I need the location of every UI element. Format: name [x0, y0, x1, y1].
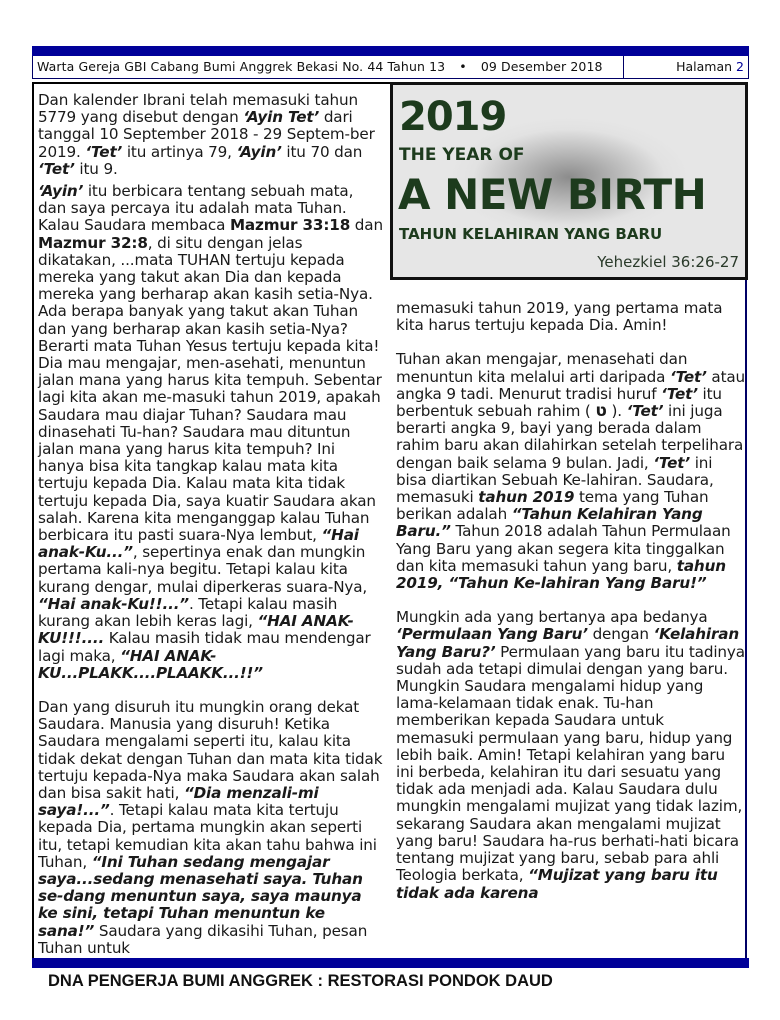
hebrew-tet-glyph: ט	[595, 401, 607, 422]
header-page	[624, 56, 748, 78]
bottom-bar	[32, 958, 749, 968]
scripture-ref: Mazmur 32:8	[38, 233, 148, 252]
publication-name: Warta Gereja GBI Cabang Bumi Anggrek Bekasi No. 44 Tahun 13	[37, 59, 446, 74]
scripture-ref: Mazmur 33:18	[229, 216, 351, 235]
top-bar	[32, 46, 749, 56]
paragraph: Dan yang disuruh itu mungkin orang dekat Saudara. Manusia yang disuruh! Ketika Saudara mengalami seperti itu, kalau kita tidak dekat dengan Tuhan dan mata kita tidak tertuju kepada-Nya maka Saudara akan salah dan bisa sakit hati, “Dia menzali-mi saya!...”. Tetapi kalau mata kita tertuju kepada Dia, pertama mungkin akan seperti itu, tetapi kemudian kita akan tahu bahwa ini Tuhan, “Ini Tuhan sedang mengajar saya...sedang menasehati saya. Tuhan se-dang menuntun saya, saya maunya ke sini, tetapi Tuhan menuntun ke sana!” Saudara yang dikasihi Tuhan, pesan Tuhan untuk	[38, 697, 383, 957]
right-column	[396, 300, 746, 902]
page-header	[32, 56, 749, 79]
page-number: 2	[736, 59, 744, 74]
banner-subtitle: TAHUN KELAHIRAN YANG BARU	[399, 225, 663, 243]
issue-date: 09 Desember 2018	[480, 59, 603, 74]
banner-year: 2019	[399, 94, 507, 140]
page-footer: DNA PENGERJA BUMI ANGGREK : RESTORASI PONDOK DAUD	[48, 972, 553, 990]
page-label: Halaman	[676, 59, 733, 74]
banner-line2: A NEW BIRTH	[398, 170, 707, 219]
banner-line1: THE YEAR OF	[399, 145, 525, 165]
theme-banner	[390, 82, 748, 280]
banner-reference: Yehezkiel 36:26-27	[597, 253, 739, 271]
bullet-separator: •	[459, 59, 467, 74]
paragraph: ‘Ayin’ itu berbicara tentang sebuah mata, dan saya percaya itu adalah mata Tuhan. Kalau Saudara membaca Mazmur 33:18 dan Mazmur 32:8, di situ dengan jelas dikatakan, ...mata TUHAN tertuju kepada mereka yang takut akan Dia dan kepada mereka yang berharap akan kasih setia-Nya. Ada berapa banyak yang takut akan Tuhan dan yang berharap akan kasih setia-Nya? Berarti mata Tuhan Yesus tertuju kepada kita! Dia mau mengajar, men-asehati, menuntun jalan mana yang harus kita tempuh. Sebentar lagi kita akan me-masuki tahun 2019, apakah Saudara mau diajar Tuhan? Saudara mau dinasehati Tu-han? Saudara mau dituntun jalan mana yang harus kita tempuh? Ini hanya bisa kita tangkap kalau mata kita tertuju kepada Dia. Kalau mata kita tidak tertuju kepada Dia, saya kuatir Saudara akan salah. Karena kita menganggap kalau Tuhan berbicara itu pasti suara-Nya lembut, “Hai anak-Ku...”, sepertinya enak dan mungkin pertama kali-nya begitu. Tetapi kalau kita kurang dengar, mulai diperkeras suara-Nya, “Hai anak-Ku!!...”. Tetapi kalau masih kurang akan lebih keras lagi, “HAI ANAK-KU!!!.... Kalau masih tidak mau mendengar lagi maka, “HAI ANAK-KU...PLAKK....PLAAKK...!!”	[38, 182, 383, 682]
paragraph: Mungkin ada yang bertanya apa bedanya ‘Permulaan Yang Baru’ dengan ‘Kelahiran Yang Baru?’ Permulaan yang baru itu tadinya sudah ada tetapi dimulai dengan yang baru. Mungkin Saudara mengalami hidup yang lama-kelamaan tidak enak. Tu-han memberikan kepada Saudara untuk memasuki permulaan yang baru, hidup yang lebih baik. Amin! Tetapi kelahiran yang baru ini berbeda, kelahiran itu dari sesuatu yang tidak ada menjadi ada. Kalau Saudara dulu mungkin mengalami mujizat yang tidak lazim, sekarang Saudara akan mengalami mujizat yang baru! Saudara ha-rus berhati-hati bicara tentang mujizat yang baru, sebab para ahli Teologia berkata, “Mujizat yang baru itu tidak ada karena	[396, 608, 745, 902]
paragraph: memasuki tahun 2019, yang pertama mata kita harus tertuju kepada Dia. Amin!	[396, 299, 723, 335]
paragraph: Dan kalender Ibrani telah memasuki tahun 5779 yang disebut dengan ‘Ayin Tet’ dari tanggal 10 September 2018 - 29 Septem-ber 2019. ‘Tet’ itu artinya 79, ‘Ayin’ itu 70 dan ‘Tet’ itu 9.	[38, 91, 375, 178]
header-publication	[33, 56, 624, 78]
paragraph: Tuhan akan mengajar, menasehati dan menuntun kita melalui arti daripada ‘Tet’ atau angka 9 tadi. Menurut tradisi huruf ‘Tet’ itu berbentuk sebuah rahim ( ט ). ‘Tet’ ini juga berarti angka 9, bayi yang berada dalam rahim baru akan dilahirkan setelah terpelihara dengan baik selama 9 bulan. Jadi, ‘Tet’ ini bisa diartikan Sebuah Ke-lahiran. Saudara, memasuki tahun 2019 tema yang Tuhan berikan adalah “Tahun Kelahiran Yang Baru.” Tahun 2018 adalah Tahun Permulaan Yang Baru yang akan segera kita tinggalkan dan kita memasuki tahun yang baru, tahun 2019, “Tahun Ke-lahiran Yang Baru!”	[396, 350, 746, 593]
left-column	[38, 92, 384, 957]
